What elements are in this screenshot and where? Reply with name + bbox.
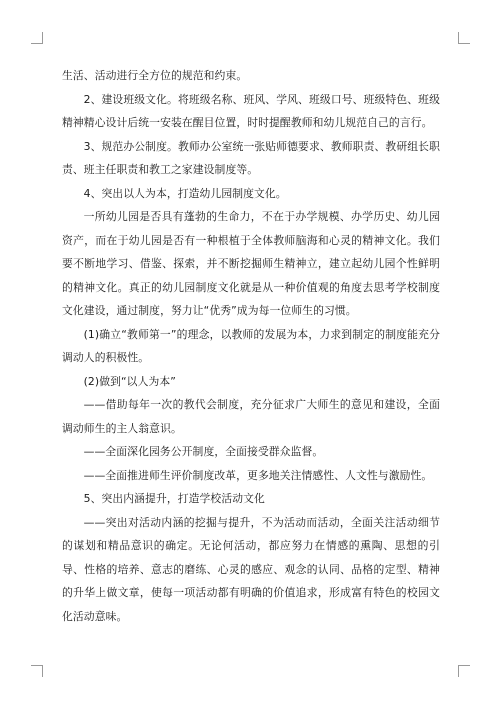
paragraph: (2)做到“以人为本”	[83, 374, 176, 388]
paragraph: ——突出对活动内涵的挖掘与提升，不为活动而活动，全面关注活动细节的谋划和精品意识的确定。无论何活动，都应努力在情感的熏陶、思想的引导、性格的培养、意志的磨练、心灵的感应、观念的认同、品格的定型、精神的升华上做文章，使每一项活动都有明确的价值追求，形成富有特色的校园文化活动意味。	[62, 515, 440, 623]
crop-mark-bottom-right	[458, 665, 470, 677]
document-body	[62, 64, 440, 628]
paragraph: 2、建设班级文化。将班级名称、班风、学风、班级口号、班级特色、班级精神精心设计后统一安装在醒目位置，时时提醒教师和幼儿规范自己的言行。	[62, 92, 440, 129]
paragraph: 一所幼儿园是否具有蓬勃的生命力，不在于办学规模、办学历史、幼儿园资产，而在于幼儿园是否有一种根植于全体教师脑海和心灵的精神文化。我们要不断地学习、借鉴、探索，并不断挖掘师生精神立，建立起幼儿园个性鲜明的精神文化。真正的幼儿园制度文化就是从一种价值观的角度去思考学校制度文化建设，通过制度，努力让“优秀”成为每一位师生的习惯。	[62, 210, 440, 317]
paragraph: ——全面深化园务公开制度，全面接受群众监督。	[83, 445, 324, 458]
paragraph: ——借助每年一次的教代会制度，充分征求广大师生的意见和建设，全面调动师生的主人翁意识。	[62, 398, 440, 435]
crop-mark-top-left	[31, 32, 43, 44]
paragraph: 生活、活动进行全方位的规范和约束。	[62, 69, 248, 82]
crop-mark-top-right	[458, 32, 470, 44]
paragraph: 3、规范办公制度。教师办公室统一张贴师德要求、教师职责、教研组长职责、班主任职责和教工之家建设制度等。	[62, 139, 440, 176]
section-heading: 4、突出以人为本，打造幼儿园制度文化。	[83, 186, 287, 200]
crop-mark-bottom-left	[31, 665, 43, 677]
paragraph: ——全面推进师生评价制度改革，更多地关注情感性、人文性与激励性。	[83, 468, 433, 482]
section-heading: 5、突出内涵提升，打造学校活动文化	[83, 492, 265, 505]
paragraph: (1)确立“教师第一”的理念，以教师的发展为本，力求到制定的制度能充分调动人的积极性。	[62, 327, 440, 364]
